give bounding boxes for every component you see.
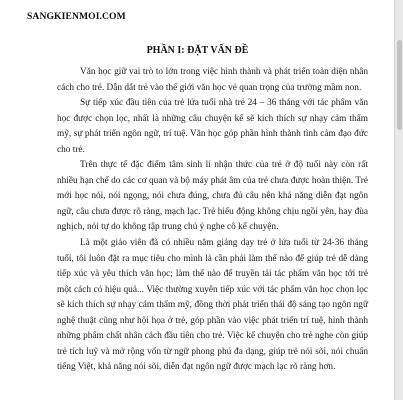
- vertical-scrollbar[interactable]: [394, 0, 403, 400]
- site-header: SANGKIENMOI.COM: [27, 11, 126, 22]
- paragraph-1: Văn học giữ vai trò to lớn trong việc hình thành và phát triển toàn diện nhân cách cho trẻ. Dẫn dắt trẻ vào thế giới văn học vẻ quan trọng của trường mầm non.: [57, 67, 368, 93]
- scrollbar-thumb[interactable]: [397, 40, 402, 130]
- paragraph-3: Trên thực tế đặc điểm tâm sinh lí nhận thức của trẻ ở độ tuổi này còn rất nhiều hạn chế do các cơ quan và bộ máy phát âm của trẻ chưa được hoàn thiện. Trẻ mới học nói, nói ngọng, nói chưa đúng, chưa đủ câu nên khả năng diễn đạt ngôn ngữ, câu chưa được rõ ràng, mạch lạc. Trẻ hiếu động không chịu ngồi yên, hay đùa nghịch, nói tự do không tập trung chú ý nghe cô kể chuyện.: [57, 160, 368, 233]
- document-body: [57, 65, 368, 376]
- section-title: PHẦN I: ĐẶT VẤN ĐỀ: [146, 45, 249, 56]
- paragraph-2: Sự tiếp xúc đầu tiên của trẻ lứa tuổi nhà trẻ 24 – 36 tháng với tác phẩm văn học được chọn lọc, nhất là những câu chuyện kể sẽ kích thích sự nhạy cảm thẩm mỹ, sự phát triển ngôn ngữ, trí tuệ. Văn học góp phần hình thành tình cảm đạo đức cho trẻ.: [57, 98, 368, 155]
- paragraph-4: Là một giáo viên đã có nhiều năm giảng dạy trẻ ở lứa tuổi từ 24-36 tháng tuổi, tôi luôn đặt ra mục tiêu cho mình là cần phải làm thế nào để giúp trẻ dễ dàng tiếp xúc và yêu thích văn học; làm thế nào để truyền tải tác phẩm văn học tới trẻ một cách có hiệu quả... Việc thường xuyên tiếp xúc với tác phẩm văn học chọn lọc sẽ kích thích sự nhạy cảm thẩm mỹ, đồng thời phát triển thái độ sáng tạo ngôn ngữ nghệ thuật cũng như hội họa ở trẻ, góp phần vào việc phát triển trí tuệ, hình thành những phẩm chất nhân cách đầu tiên cho trẻ. Việc kể chuyện cho trẻ nghe còn giúp trẻ tích luỹ và mở rộng vốn từ ngữ phong phú đa dạng, giúp trẻ nói sõi, nói chuẩn tiếng Việt, khả năng nói sõi, diễn đạt ngôn ngữ được mạch lạc rõ ràng hơn.: [57, 238, 368, 373]
